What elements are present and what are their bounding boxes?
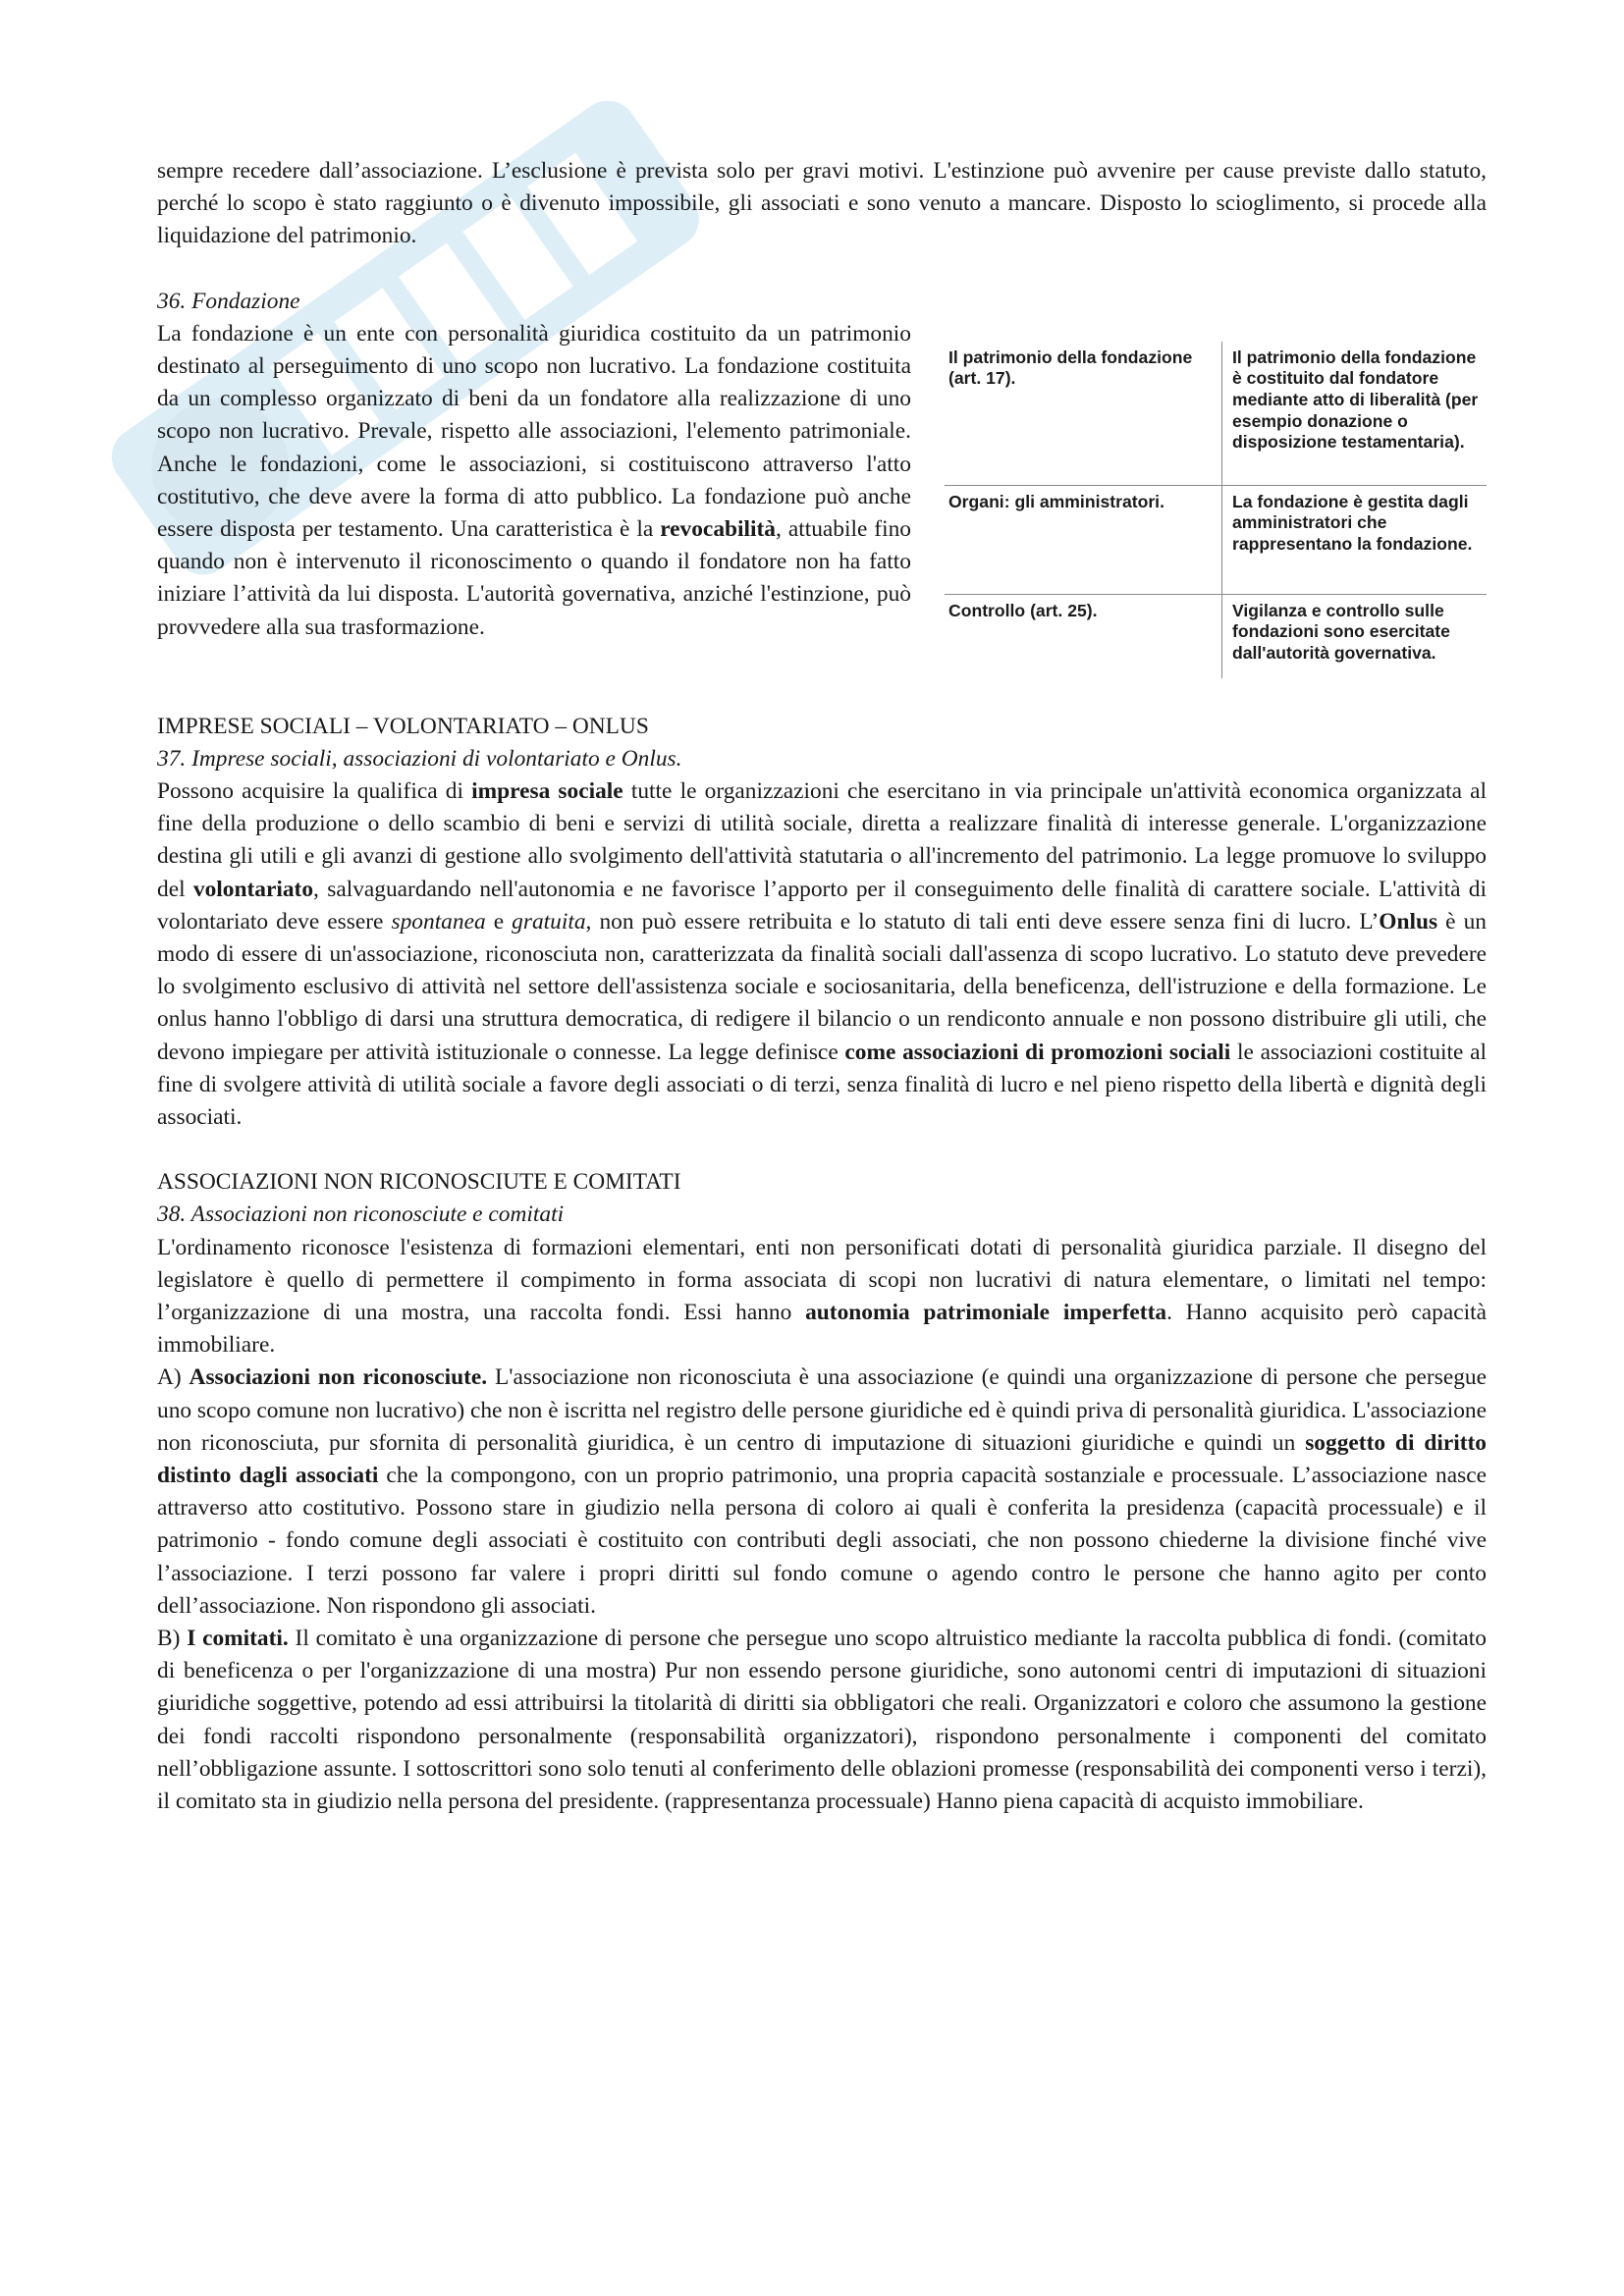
revocabilita-bold: revocabilità xyxy=(660,516,777,543)
intro-paragraph: sempre recedere dall’associazione. L’esclusione è prevista solo per gravi motivi. L'estinzione può avvenire per cause previste dallo statuto, perché lo scopo è stato raggiunto o è divenuto impossibile, gli associati e sono venuto a mancare. Disposto lo scioglimento, si procede alla liquidazione del patrimonio. xyxy=(157,158,1487,249)
section-37-paragraph: Possono acquisire la qualifica di impresa sociale tutte le organizzazioni che esercitano in via principale un'attività economica organizzata al fine della produzione o dello scambio di beni e servizi di utilità sociale, diretta a realizzare finalità di interesse generale. L'organizzazione destina gli utili e gli avanzi di gestione allo svolgimento dell'attività statutaria o all'incremento del patrimonio. La legge promuove lo sviluppo del volontariato, salvaguardando nell'autonomia e ne favorisce l’apporto per il conseguimento delle finalità di carattere sociale. L'attività di volontariato deve essere spontanea e gratuita, non può essere retribuita e lo statuto di tali enti deve essere senza fini di lucro. L’Onlus è un modo di essere di un'associazione, riconosciuta non, caratterizzata da finalità sociali dall'assenza di scopo lucrativo. Lo statuto deve prevedere lo svolgimento esclusivo di attività nel settore dell'assistenza sociale e sociosanitaria, della beneficenza, dell'istruzione e della formazione. Le onlus hanno l'obbligo di darsi una struttura democratica, di redigere il bilancio o un rendiconto annuale e non possono distribuire gli utili, che devono impiegare per attività istituzionale o connesse. La legge definisce come associazioni di promozioni sociali le associazioni costituite al fine di svolgere attività di utilità sociale a favore degli associati o di terzi, senza finalità di lucro e nel pieno rispetto della libertà e dignità degli associati. xyxy=(157,778,1488,1131)
section-36-title: 36. Fondazione xyxy=(157,288,300,314)
fondazione-table xyxy=(945,342,1487,678)
section-37-heading: IMPRESE SOCIALI – VOLONTARIATO – ONLUS xyxy=(157,713,649,739)
table-cell-label: Organi: gli amministratori. xyxy=(948,491,1164,511)
table-cell-label: Controllo (art. 25). xyxy=(948,600,1098,620)
table-cell-value: Il patrimonio della fondazione è costituito dal fondatore mediante atto di liberalità (per esempio donazione o disposizione testamentaria). xyxy=(1221,342,1487,485)
table-cell-label: Il patrimonio della fondazione (art. 17). xyxy=(948,347,1193,389)
section-36-body xyxy=(157,318,1487,678)
section-38-title: 38. Associazioni non riconosciute e comitati xyxy=(157,1201,565,1228)
section-38-intro: L'ordinamento riconosce l'esistenza di formazioni elementari, enti non personificati dotati di personalità giuridica parziale. Il disegno del legislatore è quello di permettere il compimento in forma associata di scopi non lucrativi di natura elementare, o limitati nel tempo: l’organizzazione di una mostra, una raccolta fondi. Essi hanno autonomia patrimoniale imperfetta. Hanno acquisito però capacità immobiliare. xyxy=(157,1234,1488,1359)
document-page xyxy=(157,155,1487,1818)
section-37-title: 37. Imprese sociali, associazioni di volontariato e Onlus. xyxy=(157,745,682,772)
section-38-associazioni: A) Associazioni non riconosciute. L'associazione non riconosciuta è una associazione (e quindi una organizzazione di persone che persegue uno scopo comune non lucrativo) che non è iscritta nel registro delle persone giuridiche ed è quindi priva di personalità giuridica. L'associazione non riconosciuta, pur sfornita di personalità giuridica, è un centro di imputazione di situazioni giuridiche e quindi un soggetto di diritto distinto dagli associati che la compongono, con un proprio patrimonio, una propria capacità sostanziale e processuale. L’associazione nasce attraverso atto costitutivo. Possono stare in giudizio nella persona di coloro ai quali è conferita la presidenza (capacità processuale) e il patrimonio - fondo comune degli associati è costituito con contributi degli associati, che non possono chiederne la divisione finché vive l’associazione. I terzi possono far valere i propri diritti sul fondo comune o agendo contro le persone che hanno agito per conto dell’associazione. Non rispondono gli associati. xyxy=(157,1364,1488,1619)
table-row xyxy=(945,486,1487,595)
section-38-comitati: B) I comitati. Il comitato è una organizzazione di persone che persegue uno scopo altruistico mediante la raccolta pubblica di fondi. (comitato di beneficenza o per l'organizzazione di una mostra) Pur non essendo persone giuridiche, sono autonomi centri di imputazioni di situazioni giuridiche soggettive, potendo ad essi attribuirsi la titolarità di diritti sia obbligatori che reali. Organizzatori e coloro che assumono la gestione dei fondi raccolti rispondono personalmente (responsabilità organizzatori), rispondono personalmente i componenti del comitato nell’obbligazione assunte. I sottoscrittori sono solo tenuti al conferimento delle oblazioni promesse (responsabilità dei componenti verso i terzi), il comitato sta in giudizio nella persona del presidente. (rappresentanza processuale) Hanno piena capacità di acquisto immobiliare. xyxy=(157,1626,1487,1815)
table-cell-value: La fondazione è gestita dagli amministratori che rappresentano la fondazione. xyxy=(1221,486,1487,594)
section-38-heading: ASSOCIAZIONI NON RICONOSCIUTE E COMITATI xyxy=(157,1169,681,1196)
table-cell-value: Vigilanza e controllo sulle fondazioni sono esercitate dall'autorità governativa. xyxy=(1221,595,1487,678)
section-36-paragraph: La fondazione è un ente con personalità giuridica costituito da un patrimonio destinato al perseguimento di uno scopo non lucrativo. La fondazione costituita da un complesso organizzato di beni da un fondatore alla realizzazione di uno scopo non lucrativo. Prevale, rispetto alle associazioni, l'elemento patrimoniale. Anche le fondazioni, come le associazioni, si costituiscono attraverso l'atto costitutivo, che deve avere la forma di atto pubblico. La fondazione può anche essere disposta per testamento. Una caratteristica è la revocabilità, attuabile fino quando non è intervenuto il riconoscimento o quando il fondatore non ha fatto iniziare l’attività da lui disposta. L'autorità governativa, anziché l'estinzione, può provvedere alla sua trasformazione. xyxy=(157,320,911,640)
table-row xyxy=(945,595,1487,678)
table-row xyxy=(945,342,1487,486)
